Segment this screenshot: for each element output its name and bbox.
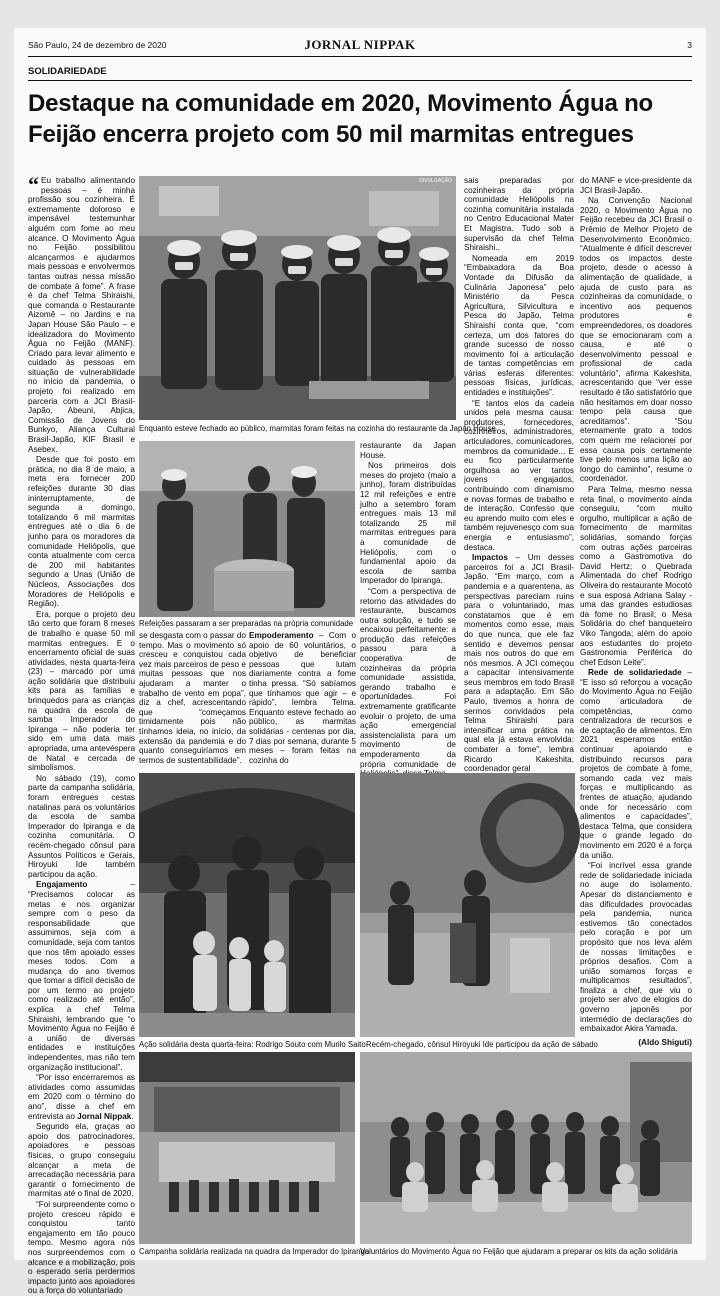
- photo-consul-action: [360, 773, 575, 1037]
- paragraph: Nomeada em 2019 “Embaixadora da Boa Vontade da Difusão da Culinária Japonesa” pelo Ministério da Pesca Agricultura, Silvicultura e Pesca do Japão, Telma Shiraishi conta que, “com certeza, um dos fatores do grande sucesso de nosso movimento foi a articulação de tantas competências em várias esferas diferentes: pessoas físicas, jurídicas, entidades e instituições”.: [464, 253, 574, 398]
- santa-children-image: [139, 773, 355, 1037]
- article-column-4: [464, 176, 574, 774]
- community-kitchen-image: [139, 441, 355, 617]
- paragraph: Segundo ela, graças ao apoio dos patrocinadores, apoiadores e pessoas físicas, o grupo conseguiu alcançar a meta de arrecadação necessária para garantir o fornecimento de marmitas até o final de 2020.: [28, 1122, 135, 1199]
- caption-photo1: Enquanto esteve fechado ao público, marmitas foram feitas na cozinha do restaurante da Japan House: [139, 424, 496, 433]
- paragraph: “Foi incrível essa grande rede de solidariedade iniciada no auge do isolamento. Apesar do distanciamento e das dificuldades provocadas pela pandemia, nunca estivemos tão conectados pelo coração e por um propósito que nos leva além de nossas limitações e próprios desafios. Com a união somamos forças e multiplicamos resultados”, finaliza a chef, que viu o projeto ser alvo de elogios do governo japonês por intermédio de declarações do embaixador Akira Yamada.: [580, 861, 692, 1034]
- paragraph: Para Telma, mesmo nessa reta final, o movimento ainda conseguiu, “com muito orgulho, multiplicar a ação de fornecimento de marmitas solidárias, somando forças com outras ações parceiras como a Gastromotiva do David Hertz; o Quebrada Alimentada do chef Rodrigo Oliveira do restaurante Mocotó e sua esposa Adriana Salay - uma das grandes estudiosas da fome no Brasil; o Mesa Solidária do chef banqueteiro Viko Tangoda; além do apoio aos estudantes do projeto Gastronomia Periférica do chef Edson Leite”.: [580, 485, 692, 667]
- page-header: [28, 38, 692, 56]
- caption-photo4: Recém-chegado, cônsul Hiroyuki Ide participou da ação de sábado: [366, 1040, 598, 1049]
- photo-kitchen-team: [139, 176, 456, 420]
- paragraph: Nos primeiros dois meses do projeto (maio a junho), foram distribuídas 12 mil refeições e entre julho a setembro foram entregues mais 13 mil totalizando 25 mil marmitas entregues para a comunidade de Heliópolis, com o fundamental apoio da escola de samba Imperador do Ipiranga.: [360, 461, 456, 586]
- paragraph: Era, porque o projeto deu tão certo que foram 8 meses de trabalho e quase 50 mil marmitas entregues. E o encerramento oficial de suas atividades, nesta quarta-feira (23) – marcado por uma ação solidária que distribuiu kits para as famílias e brinquedos para as crianças na quadra da escola de samba Imperador do Ipiranga – não poderia ter sido em uma data mais apropriada, uma antevéspera de Natal e cercada de simbolismos.: [28, 609, 135, 773]
- paragraph: do MANF e vice-presidente da JCI Brasil-Japão.: [580, 176, 692, 195]
- caption-photo5: Campanha solidária realizada na quadra da Imperador do Ipiranga: [139, 1247, 370, 1256]
- consul-action-image: [360, 773, 575, 1037]
- section-rule: [28, 80, 692, 81]
- paragraph: restaurante da Japan House.: [360, 441, 456, 460]
- subhead: Empoderamento: [249, 631, 314, 640]
- subhead: Rede de solidariedade: [588, 668, 682, 678]
- paragraph: “ Eu trabalho alimentando pessoas – é minha profissão sou cozinheira. É extremamente doloroso e impensável testemunhar alguém com fome ao meu alcance. O Movimento Água no Feijão possibilitou alcançarmos e ajudarmos mais pessoas e envolvermos tantas outras nessa missão de combate à fome”. A frase é da chef Telma Shiraishi, que comanda o Restaurante Aizomê – no Jardins e na Japan House São Paulo – e idealizadora do Movimento Água no Feijão (MANF). Criado para levar alimento e cuidado às pessoas em situação de vulnerabilidade no início da pandemia, o projeto foi realizado em parceria com a JCI Brasil-Japão, Abeuni, Abjica, Comissão de Jovens do Bunkyo, Aliança Cultural Brasil-Japão, KIF Brasil e Asebex.: [28, 172, 135, 454]
- paragraph: sais preparadas por cozinheiras da própria comunidade Heliópolis na cozinha comunitária instalada no Centro Educacional Mater Et Magistra. Tudo sob a supervisão da chef Telma Shiraishi..: [464, 176, 574, 253]
- article-column-3: [249, 631, 356, 765]
- photo-community-kitchen: [139, 441, 355, 617]
- headline: Destaque na comunidade em 2020, Movimento Água no Feijão encerra projeto com 50 mil marmitas entregues: [28, 90, 654, 148]
- newspaper-page: [14, 28, 706, 1296]
- paragraph: Rede de solidariedade – “E isso só reforçou a vocação do Movimento Água no Feijão como articuladora de competências, como centralizadora de recursos e de captação de alimentos. Em 2021 esperamos então continuar apoiando e distribuindo recursos para projetos de combate à fome, somando cada vez mais forças e multiplicando as frentes de atuação, ajudando onde for necessário com alimentos e capacidades”, destaca Telma, que considera que o grande legado do movimento em 2020 é a força da união.: [580, 668, 692, 860]
- paragraph: “Por isso encerraremos as atividades como assumidas em 2020 com o término do ano”, disse a chef em entrevista ao Jornal Nippak.: [28, 1073, 135, 1121]
- volunteers-group-image: [360, 1052, 692, 1244]
- paragraph: “Foi surpreendente como o projeto cresceu rápido e conquistou tanto engajamento em tão pouco tempo. Mesmo agora nós nos surpreendemos com o alcance e a mobilização, pois o esperado seria perdermos impacto junto aos apoiadores ou a força do voluntariado: [28, 1199, 135, 1296]
- paragraph: Empoderamento – Com o apoio de 60 voluntários, o objetivo de beneficiar pessoas que lutam diariamente contra a fome tinha pressa. “Só sabíamos que tínhamos que agir – e rápido”, lembra Telma. Enquanto esteve fechado ao público, as marmitas solidárias - centenas por dia, 7 dias por semana, durante 5 meses – foram feitas na cozinha do: [249, 631, 356, 765]
- article-column-5: [580, 176, 692, 1047]
- quote-mark: “: [28, 172, 39, 197]
- paragraph: No sábado (19), como parte da campanha solidária, foram entregues cestas natalinas para os voluntários da escola de samba Imperador do Ipiranga e da cozinha comunitária. O recém-chegado cônsul para Assuntos Políticos e Gerais, Hiroyuki Ide também participou da ação.: [28, 773, 135, 879]
- article-column-3b: [360, 441, 456, 769]
- photo-samba-court: [139, 1052, 355, 1244]
- newspaper-name: Jornal Nippak: [77, 1111, 132, 1121]
- samba-court-image: [139, 1052, 355, 1244]
- author-credit: (Aldo Shiguti): [638, 1037, 692, 1047]
- photo-santa-children: [139, 773, 355, 1037]
- kitchen-team-image: [139, 176, 456, 420]
- subhead: Impactos: [472, 553, 508, 563]
- paragraph: se desgasta com o passar do tempo. Mas o movimento só cresceu e conquistou cada vez mais parceiros de peso e muitas pessoas que nos ajudaram a manter o trabalho de vento em popa”, diz a chef, acrescentando que “começamos timidamente pois não tínhamos ideia, no início, da extensão da pandemia e do quanto conseguiríamos em termos de sustentabilidade”.: [139, 631, 246, 765]
- paragraph: Desde que foi posto em prática, no dia 8 de maio, a meta era fornecer 200 refeições durante 30 dias ininterruptamente, de segunda a domingo, totalizando 6 mil marmitas entregues até o dia 6 de junho para os moradores da comunidade Heliópolis, que conta atualmente com cerca de 200 mil habitantes segundo a Unas (União de Núcleos, Associações dos Moradores de Heliópolis e Região).: [28, 455, 135, 609]
- paragraph: Impactos – Um desses parceiros foi a JCI Brasil-Japão. “Em março, com a pandemia e a quarentena, as perspectivas pareciam ruins para o voluntariado, mas constatamos que é em momentos como esse, mais do que nunca, que ele faz sentido e devemos pensar mais nos outros do que em nós mesmos. A JCI começou a capacitar intensivamente seus membros em todo Brasil para a adaptação. Em São Paulo, tivemos a honra de sermos convidados pela Telma Shiraishi para intensificar uma prática na qual ela já estava envolvida: combater a fome”, lembra Ricardo Kakeshita, coordenador geral: [464, 553, 574, 774]
- header-rule: [28, 56, 692, 57]
- caption-photo2: Refeições passaram a ser preparadas na própria comunidade: [139, 619, 354, 628]
- page-number: 3: [687, 40, 692, 50]
- paragraph: “E tantos elos da cadeia unidos pela mesma causa: produtores, fornecedores, cozinheiros, administradores, articuladores, comunicadores, membros da comunidade... E eu fico particularmente orgulhosa ao ver tantos jovens engajados, contribuindo com dinamismo e novas formas de trabalho e de interação. Confesso que eu aprendo muito com eles e também rejuvenesço com sua energia e entusiasmo”, destaca.: [464, 398, 574, 552]
- subhead: Engajamento: [36, 880, 88, 890]
- article-column-2: [139, 631, 246, 765]
- photo-volunteers-group: [360, 1052, 692, 1244]
- paragraph: “Com a perspectiva de retorno das atividades do restaurante, buscamos outra solução, e tudo se encaixou perfeitamente: a produção das refeições passou para a cooperativa de cozinheiras da própria comunidade assistida, gerando trabalho e oportunidades. Foi extremamente gratificante evoluir o projeto, de uma ação emergencial assistencialista para um movimento de empoderamento da própria comunidade de: [360, 586, 456, 769]
- caption-photo6: Voluntários do Movimento Água no Feijão que ajudaram a preparar os kits da ação solidária: [360, 1247, 678, 1256]
- section-label: SOLIDARIEDADE: [28, 66, 107, 77]
- article-column-1: [28, 172, 135, 1296]
- caption-photo3: Ação solidária desta quarta-feira: Rodrigo Souto com Murilo Saito: [139, 1040, 366, 1049]
- photo-credit: DIVULGAÇÃO: [419, 178, 452, 184]
- paragraph: Engajamento – “Precisamos colocar as metas e nos organizar sempre com o peso da responsabilidade que assumimos, seja com a comunidade, seja com tantos que nos têm apoiado esses meses todos. Com a mudança do ano tivemos que tomar a difícil decisão de por um termo ao projeto como realizado até então”, explica a chef Telma Shiraishi, lembrando que “o Movimento Água no Feijão é a união de diversas entidades e instituições independentes, mas não tem organização institucional”.: [28, 880, 135, 1072]
- paragraph: Na Convenção Nacional 2020, o Movimento Água no Feijão recebeu da JCI Brasil o Prêmio de Melhor Projeto de Desenvolvimento Econômico. “Atualmente é difícil descrever todos os impactos deste projeto, desde o acesso à alimentação de qualidade, a ajuda de custo para as cozinheiras da comunidade, o incentivo aos pequenos produtores e empreendedores, os doadores que se emocionaram com a causa, e até o desenvolvimento pessoal e profissional de cada voluntário”, afirma Kakeshita, acrescentando que “ver esse resultado é tão satisfatório que não hesitamos em doar nosso tempo pela causa que acreditamos”. “Sou eternamente grato a todos com quem me relacionei por essa causa pois certamente tive pelo menos uma lição ao longo do caminho”, resume o coordenador.: [580, 196, 692, 484]
- masthead: JORNAL NIPPAK: [304, 37, 416, 52]
- date-line: São Paulo, 24 de dezembro de 2020: [28, 40, 167, 50]
